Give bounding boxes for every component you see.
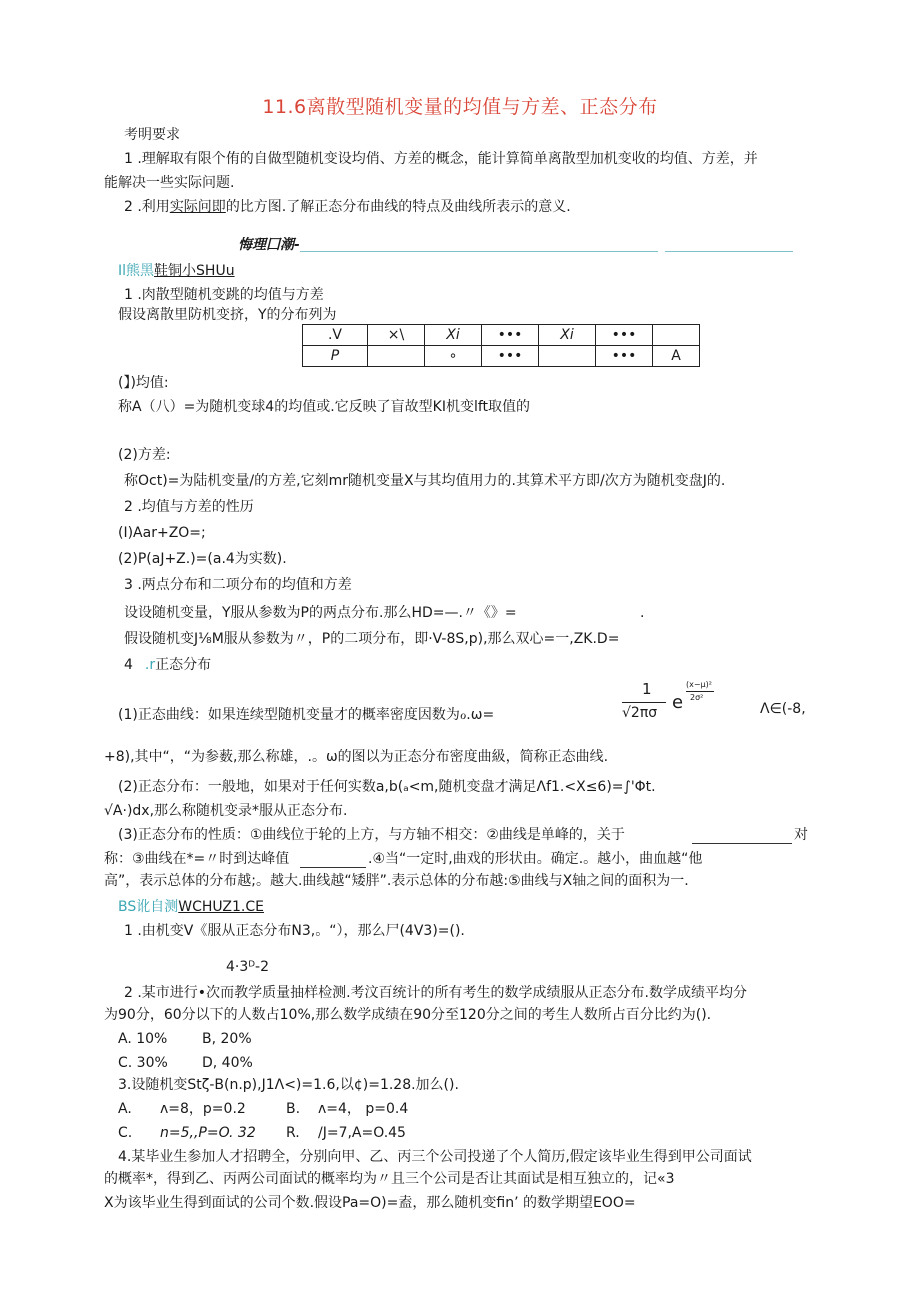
table-cell: ••• xyxy=(596,346,653,367)
formula-numerator: 1 xyxy=(642,680,652,698)
page-title: 11.6离散型随机变量的均值与方差、正态分布 xyxy=(262,96,658,118)
normal-properties-line2b: .④当“一定时,曲戏的形状由。确定.。越小，曲血越“他 xyxy=(368,851,703,867)
requirement-2 xyxy=(124,198,571,216)
requirements-heading: 考明要求 xyxy=(124,127,180,143)
formula-e: e xyxy=(672,692,684,713)
question-1-note: 4·3ᴰ-2 xyxy=(226,959,270,975)
normal-properties-line3: 高”，表示总体的分布越;。越大.曲线越“矮胖”.表示总体的分布越:⑤曲线与X轴之间的面积为一. xyxy=(104,873,689,889)
question-2-option-b: B, 20% xyxy=(202,1031,252,1047)
part2-line1: (I)Aar+ZO=; xyxy=(118,525,206,541)
question-3: 3.设随机变Stζ-B(n.p),J1Λ<)=1.6,以¢)=1.28.加么(). xyxy=(118,1077,459,1093)
question-4-line1: 4.某毕业生参加人才招聘全，分别向甲、乙、丙三个公司投递了个人简历,假定该毕业生得到甲公司面试 xyxy=(118,1149,752,1165)
formula-exp-denominator: 2σ² xyxy=(690,693,704,702)
question-1: 1 .由机变V《服从正态分布N3,。“），那么尸(4V3)=(). xyxy=(124,923,465,939)
question-3-option-c-label: C. xyxy=(118,1125,133,1141)
table-cell: ••• xyxy=(596,325,653,346)
table-cell: ∘ xyxy=(425,346,482,367)
mean-label: (】)均值: xyxy=(118,375,169,391)
question-3-option-d: /J=7,A=O.45 xyxy=(318,1125,406,1141)
self-test-heading-teal: BS讹自测 xyxy=(118,899,179,915)
question-3-option-d-label: R. xyxy=(286,1125,300,1141)
question-3-option-b-label: B. xyxy=(286,1101,301,1117)
question-3-option-b: ᴧ=4， p=0.4 xyxy=(318,1101,409,1117)
normal-properties-line1-end: 对 xyxy=(794,827,808,843)
part2-line2: (2)P(aJ+Z.)=(a.4为实数). xyxy=(118,551,287,567)
table-cell: ••• xyxy=(482,346,539,367)
question-3-option-c: n=5,,P=O. 32 xyxy=(160,1125,256,1141)
question-2-line1: 2 .某市进行•次而教学质量抽样检测.考汶百统计的所有考生的数学成绩服从正态分布.数学成绩平均分 xyxy=(124,985,747,1001)
normal-curve-line2: +8),其中“，“为参薮,那么称雄，.。ω的图以为正态分布密度曲級，简称正态曲线. xyxy=(104,749,609,765)
normal-density-formula xyxy=(620,680,720,726)
part4-heading-num: 4 xyxy=(124,657,133,673)
section-rule-left xyxy=(300,251,658,252)
table-cell: Xi xyxy=(425,325,482,346)
part4-heading-teal: .r xyxy=(144,657,156,673)
formula-fraction-bar xyxy=(622,702,666,703)
table-cell xyxy=(653,325,700,346)
normal-curve-definition: (1)正态曲线：如果连续型随机变量才的概率密度因数为ℴ.ω= xyxy=(118,707,495,723)
table-cell: Xi xyxy=(539,325,596,346)
question-3-option-a-label: A. xyxy=(118,1101,132,1117)
requirement-1-line1: 1 .理解取有限个侑的自做型随机变设均俏、方差的概念，能计算简单离散型加机变收的均值、方差，并 xyxy=(124,151,758,167)
fill-blank xyxy=(692,830,792,844)
part4-heading-rest: 正态分布 xyxy=(155,657,212,673)
table-cell: ×\ xyxy=(368,325,425,346)
variance-definition: 称Oct)=为陆机变量/的方差,它刻mr随机变量X与其均值用力的.其算术平方即/次方为随机变盘J的. xyxy=(124,473,726,489)
table-row xyxy=(303,346,700,367)
question-2-option-c: C. 30% xyxy=(118,1055,168,1071)
question-2-option-d: D, 40% xyxy=(202,1055,253,1071)
part1-intro: 假设离散里防机变挤，Y的分布列为 xyxy=(118,307,337,323)
table-cell: A xyxy=(653,346,700,367)
question-4-line3: X为该毕业生得到面试的公司个数.假设Pa=O)=盍，那么随机变fin’ 的数学期望EOO= xyxy=(104,1195,636,1211)
normal-distribution-line1: (2)正态分布：一般地，如果对于任何实数a,b(ₐ<m,随机变盘才满足Λf1.<X≤6)=∫'Φt. xyxy=(118,779,656,795)
variance-label: (2)方差: xyxy=(118,447,171,463)
normal-properties-line2a: 称：③曲线在*=〃时到达峰值 xyxy=(104,851,290,867)
question-3-option-a: ᴧ=8，p=0.2 xyxy=(160,1101,246,1117)
requirement-2-underlined: 实际问即 xyxy=(169,199,226,215)
formula-denominator: √2πσ xyxy=(622,705,658,721)
formula-exp-numerator: (x−μ)² xyxy=(686,680,712,689)
self-test-heading xyxy=(118,898,264,916)
requirement-2-rest: 的比方图.了解正态分布曲线的特点及曲线所表示的意义. xyxy=(225,199,571,215)
part4-heading xyxy=(124,656,211,674)
formula-exp-bar xyxy=(686,691,714,692)
self-test-heading-rest: WCHUZ1.CE xyxy=(178,899,264,915)
part3-line1: 设设随机变量，Y服从参数为P的两点分布.那么HD=—.〃《》= xyxy=(124,605,517,621)
section-subheading-rest: 鞋铜小SHUu xyxy=(154,263,235,279)
question-2-line2: 为90分，60分以下的人数占10%,那么数学成绩在90分至120分之间的考生人数所占百分比约为(). xyxy=(104,1007,712,1023)
normal-distribution-line2: √A·)dx,那么称随机变录*服从正态分布. xyxy=(104,803,348,819)
normal-curve-domain: Λ∈(-8, xyxy=(760,701,806,717)
requirement-2-prefix: 2 .利用 xyxy=(124,199,170,215)
fill-blank xyxy=(300,854,366,868)
part3-heading: 3 .两点分布和二项分布的均值和方差 xyxy=(124,577,352,593)
table-cell xyxy=(539,346,596,367)
part1-heading: 1 .肉散型随机变跳的均值与方差 xyxy=(124,287,324,303)
mean-definition: 称A（八）=为随机变球4的均值或.它反映了盲故型KI机变lft取值的 xyxy=(118,399,531,415)
table-cell xyxy=(368,346,425,367)
question-4-line2: 的概率*，得到乙、丙两公司面试的概率均为〃且三个公司是否让其面试是相互独立的，记«3 xyxy=(104,1171,675,1187)
table-cell: ••• xyxy=(482,325,539,346)
section-heading-review: 悔理囗潮- xyxy=(238,237,300,253)
part2-heading: 2 .均值与方差的性历 xyxy=(124,499,254,515)
distribution-table xyxy=(302,324,700,367)
requirement-1-line2: 能解决一些实际问题. xyxy=(104,175,235,191)
part3-line1-end: . xyxy=(640,605,645,621)
part3-line2: 假设随机变J⅛M服从参数为〃，P的二项分布，即·V-8S,p),那么双心=一,ZK.D= xyxy=(124,631,620,647)
normal-properties-line1: (3)正态分布的性质：①曲线位于轮的上方，与方轴不相交：②曲线是单峰的，关于 xyxy=(118,827,625,843)
table-row xyxy=(303,325,700,346)
section-rule-right xyxy=(665,251,793,252)
table-cell: .V xyxy=(303,325,368,346)
section-subheading xyxy=(118,262,235,280)
question-2-option-a: A. 10% xyxy=(118,1031,168,1047)
section-subheading-teal: Il熊黑 xyxy=(118,263,155,279)
table-cell: P xyxy=(303,346,368,367)
